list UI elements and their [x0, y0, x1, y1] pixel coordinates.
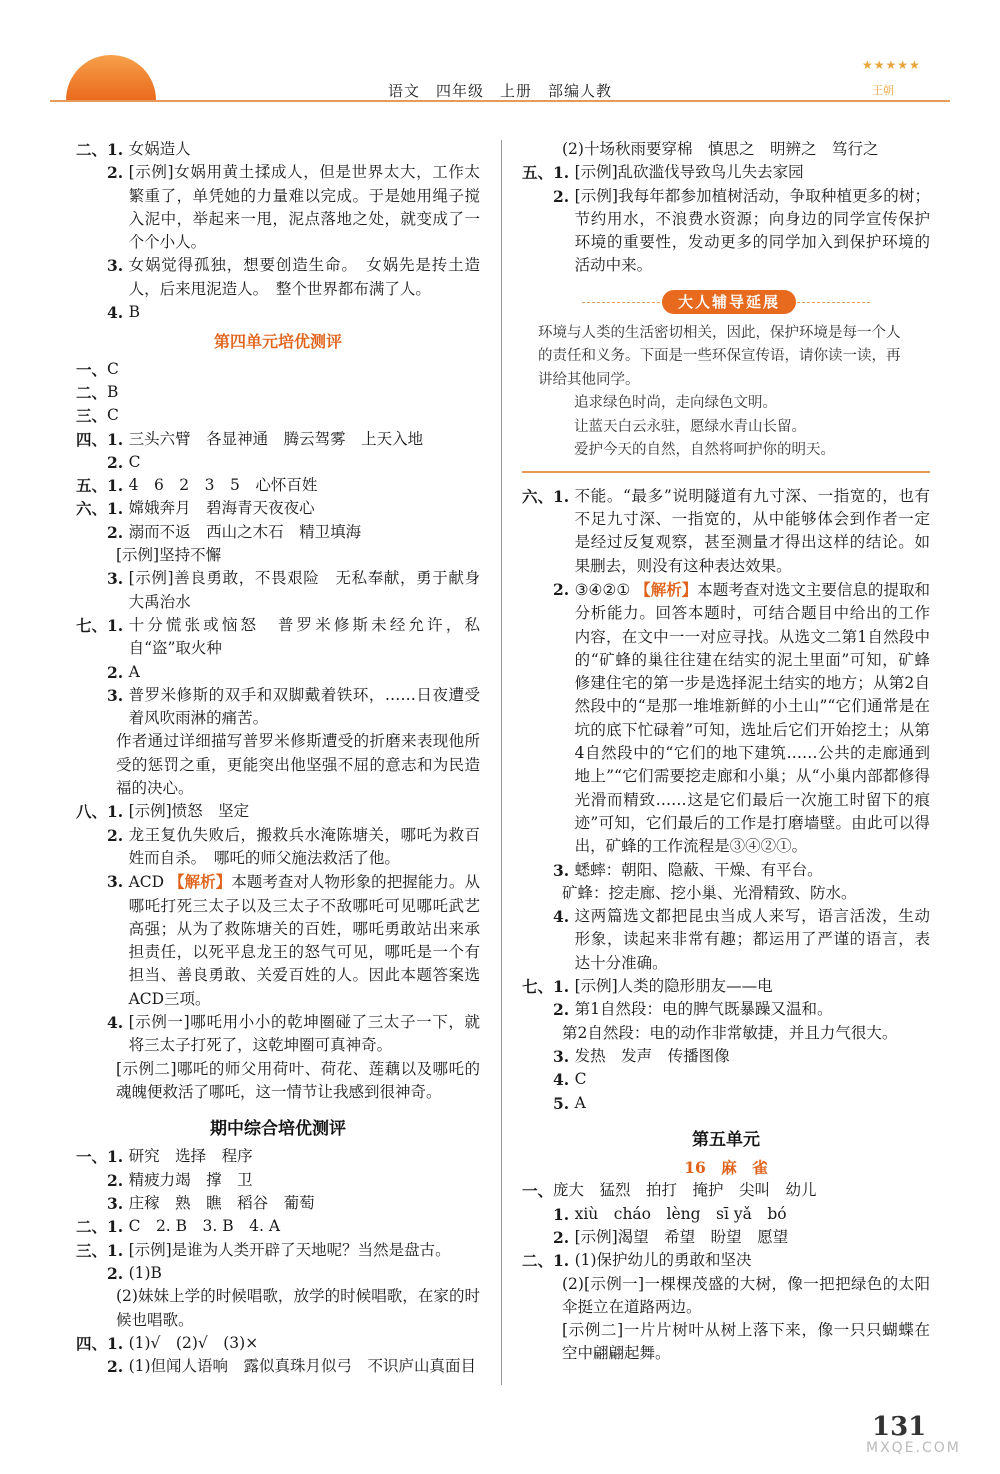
answer-row [76, 161, 480, 254]
answer-body: [示例]是谁为人类开辟了天地呢？当然是盘古。 [128, 1240, 451, 1259]
answer-body: 这两篇选文都把昆虫当成人来写，语言活泼，生动形象，读起来非常有趣；都运用了严谨的语言，表达十分准确。 [574, 907, 930, 972]
answer-row [522, 485, 930, 578]
answer-body: 4 6 2 3 5 心怀百姓 [128, 476, 318, 495]
answer-row [522, 998, 930, 1021]
question-number: 七、1. [76, 615, 129, 635]
answer-row [522, 1068, 930, 1091]
question-number: 3. [522, 1046, 575, 1066]
question-number: 2. [522, 1227, 575, 1247]
answer-row [522, 578, 930, 859]
answer-row [76, 497, 480, 520]
answer-row [76, 1145, 480, 1168]
answer-text [129, 1262, 480, 1285]
answer-text [107, 358, 480, 381]
answer-text [129, 451, 480, 474]
answer-text [575, 975, 930, 998]
answer-key: ACD [128, 873, 170, 892]
question-number: 2. [522, 1000, 575, 1020]
answer-row [522, 1203, 930, 1226]
page-header [0, 0, 1000, 110]
question-number: 2. [522, 579, 575, 599]
answer-text [575, 1092, 930, 1115]
answer-row [76, 1355, 480, 1378]
answer-body: 十分慌张或恼怒 普罗米修斯未经允许，私自“盗”取火种 [128, 615, 480, 658]
answer-text [129, 497, 480, 520]
question-number: 二、 [76, 382, 108, 402]
box-body [522, 318, 930, 473]
answer-row [76, 800, 480, 823]
answer-continuation: 矿蜂：挖走廊、挖小巢、光滑精致、防水。 [562, 883, 857, 902]
answer-text [129, 1192, 480, 1215]
answer-body: [示例]人类的隐形朋友——电 [574, 977, 773, 996]
answer-body: 庄稼 熟 瞧 稻谷 葡萄 [128, 1194, 315, 1213]
answer-text [129, 474, 480, 497]
question-number: 2. [76, 522, 129, 542]
question-number: 八、1. [76, 802, 129, 822]
answer-body: 溺而不返 西山之木石 精卫填海 [128, 522, 362, 541]
analysis-tag: 【解析】 [169, 872, 232, 892]
question-number: 二、1. [522, 1251, 575, 1271]
answer-text [129, 684, 480, 731]
answer-text [575, 905, 930, 975]
answer-body: 嫦娥奔月 碧海青天夜夜心 [128, 499, 315, 518]
answer-text [575, 161, 930, 184]
answer-text [129, 1332, 480, 1355]
answer-body: [示例]渴望 希望 盼望 愿望 [574, 1227, 789, 1246]
answer-body: C [128, 452, 141, 471]
box-title: 大人辅导延展 [662, 290, 796, 314]
answer-row [76, 1169, 480, 1192]
answer-row [522, 1045, 930, 1068]
question-number: 五、1. [522, 163, 575, 183]
answer-body: C [107, 406, 119, 425]
answer-text [129, 661, 480, 684]
answer-row [522, 1249, 930, 1272]
answer-text [129, 254, 480, 301]
answer-text [129, 521, 480, 544]
question-number: 4. [76, 1012, 129, 1032]
right-column-top [522, 138, 930, 278]
answer-body: [示例一]哪吒用小小的乾坤圈碰了三太子一下，就将三太子打死了，这乾坤圈可真神奇。 [128, 1012, 480, 1055]
question-number: 2. [76, 163, 129, 183]
question-number: 七、1. [522, 977, 575, 997]
left-column [76, 138, 496, 1378]
answer-continuation: (2)妹妹上学的时候唱歌，放学的时候唱歌，在家的时候也唱歌。 [116, 1287, 480, 1329]
answer-text [129, 1145, 480, 1168]
brand-badge: 王朝 [872, 84, 894, 97]
parent-tutoring-box [522, 288, 930, 473]
answer-body: 不能。“最多”说明隧道有九寸深、一指宽的，也有不足九寸深、一指宽的，从中能够体会到作者一定是经过反复观察，甚至测量才得出这样的结论。如果删去，则没有这种表达效果。 [574, 486, 930, 575]
column-divider [501, 140, 502, 1385]
question-number: 4. [76, 303, 129, 323]
answer-continuation: (2)[示例一]一棵棵茂盛的大树，像一把把绿色的太阳伞挺立在道路两边。 [562, 1274, 930, 1316]
answer-row [76, 451, 480, 474]
answer-row [76, 1192, 480, 1215]
answer-row [522, 905, 930, 975]
answer-body: (1)但闻人语响 露似真珠月似弓 不识庐山真面目 [128, 1357, 477, 1376]
answer-text [129, 1215, 480, 1238]
answer-body: 三头六臂 各显神通 腾云驾雾 上天入地 [128, 429, 424, 448]
answer-row [76, 521, 480, 544]
section-title: 第四单元培优测评 [213, 332, 342, 352]
answer-row [76, 1011, 480, 1058]
answer-row [76, 301, 480, 324]
answer-row [522, 859, 930, 882]
answer-text [129, 161, 480, 254]
answer-row [522, 185, 930, 278]
answer-body: (1)B [128, 1263, 162, 1282]
question-number: 2. [76, 1357, 129, 1377]
answer-body: (1)保护幼儿的勇敢和坚决 [574, 1251, 752, 1270]
answer-row [522, 1179, 930, 1202]
question-number: 三、 [76, 406, 108, 426]
box-intro: 环境与人类的生活密切相关，因此，保护环境是每一个人的责任和义务。下面是一些环保宣传语，请你读一读，再讲给其他同学。 [538, 324, 901, 388]
answer-continuation: 作者通过详细描写普罗米修斯遭受的折磨来表现他所受的惩罚之重，更能突出他坚强不屈的意志和为民造福的决心。 [116, 732, 480, 798]
answer-body: A [574, 1093, 586, 1112]
answer-body: 精疲力竭 撑 卫 [128, 1170, 253, 1189]
answer-text [129, 1011, 480, 1058]
answer-row [76, 567, 496, 614]
answer-continuation: [示例二]哪吒的师父用荷叶、荷花、莲藕以及哪吒的魂魄便救活了哪吒，这一情节让我感到很神奇。 [116, 1059, 480, 1101]
question-number: 一、1. [76, 1147, 129, 1167]
answer-row [76, 1215, 480, 1238]
answer-text [575, 1203, 930, 1226]
answer-text [129, 138, 480, 161]
answer-text [575, 1045, 930, 1068]
question-number: 3. [522, 860, 575, 880]
answer-body: 本题考查对人物形象的把握能力。从哪吒打死三太子以及三太子不敌哪吒可见哪吒武艺高强；从为了救陈塘关的百姓，哪吒勇敢站出来承担责任，以死平息龙王的怒气可见，哪吒是一个有担当、善良勇敢、关爱百姓的人。因此本题答案选ACD三项。 [128, 873, 480, 1008]
answer-text [129, 428, 480, 451]
answer-row [76, 358, 480, 381]
answer-continuation: (2)十场秋雨要穿棉 慎思之 明辨之 笃行之 [562, 140, 879, 158]
answer-body: 龙王复仇失败后，搬救兵水淹陈塘关，哪吒为救百姓而自杀。 哪吒的师父施法救活了他。 [128, 825, 480, 867]
answer-body: B [128, 303, 140, 322]
question-number: 一、 [522, 1181, 554, 1201]
answer-row [76, 824, 480, 871]
answer-key: ③④②① [574, 580, 636, 599]
question-number: 3. [76, 685, 129, 705]
answer-text [575, 998, 930, 1021]
answer-row [76, 1332, 480, 1355]
answer-body: xiù cháo lèng sī yǎ bó [574, 1204, 787, 1223]
answer-body: 发热 发声 传播图像 [574, 1046, 730, 1065]
answer-text [575, 578, 930, 859]
answer-row [76, 404, 480, 427]
answer-row [76, 870, 480, 1011]
question-number: 六、1. [76, 499, 129, 519]
question-number: 五、1. [76, 476, 129, 496]
section-title: 16 麻 雀 [684, 1158, 768, 1178]
question-number: 4. [522, 907, 575, 927]
answer-body: C 2. B 3. B 4. A [128, 1217, 281, 1236]
answer-row [76, 428, 480, 451]
answer-body: 普罗米修斯的双手和双脚戴着铁环，……日夜遭受着风吹雨淋的痛苦。 [128, 685, 480, 728]
question-number: 2. [76, 662, 129, 682]
question-number: 2. [76, 1170, 129, 1190]
answer-row [76, 1239, 480, 1262]
page-number: 131 [872, 1412, 927, 1442]
answer-text [553, 1179, 930, 1202]
answer-text [107, 404, 480, 427]
answer-row [76, 474, 480, 497]
question-number: 四、1. [76, 1333, 129, 1353]
answer-body: 女娲觉得孤独，想要创造生命。 女娲先是抟土造人，后来甩泥造人。 整个世界都布满了人。 [128, 256, 480, 298]
answer-row [522, 1092, 930, 1115]
star-rating-icon: ★★★★★ [862, 58, 921, 72]
question-number: 4. [522, 1070, 575, 1090]
answer-text [575, 1226, 930, 1249]
answer-text [129, 800, 480, 823]
question-number: 3. [76, 256, 129, 276]
answer-continuation: [示例]坚持不懈 [116, 546, 222, 565]
answer-text [129, 301, 480, 324]
answer-body: C [107, 359, 119, 378]
answer-text [129, 1355, 480, 1378]
answer-continuation: 第2自然段：电的动作非常敏捷，并且力气很大。 [562, 1023, 898, 1042]
answer-body: C [574, 1070, 587, 1089]
right-column [522, 138, 930, 1366]
answer-row [76, 254, 480, 301]
answer-body: 女娲造人 [128, 140, 191, 158]
question-number: 3. [76, 1194, 129, 1214]
answer-text [129, 1239, 480, 1262]
answer-text [575, 1249, 930, 1272]
answer-row [76, 684, 480, 731]
box-header [522, 288, 930, 318]
answer-body: [示例]女娲用黄土揉成人，但是世界太大，工作太繁重了，单凭她的力量难以完成。于是她用绳子搅入泥中，举起来一甩，泥点落地之处，就变成了一个个小人。 [128, 163, 480, 252]
answer-row [76, 661, 480, 684]
answer-body: [示例]善良勇敢，不畏艰险 无私奉献，勇于献身 大禹治水 [128, 569, 496, 611]
question-number: 1. [522, 1204, 575, 1224]
question-number: 2. [76, 452, 129, 472]
header-title: 语文 四年级 上册 部编人教 [387, 82, 612, 100]
question-number: 5. [522, 1093, 575, 1113]
answer-row [76, 614, 480, 661]
question-number: 2. [76, 1263, 129, 1283]
answer-text [575, 1068, 930, 1091]
answer-text [107, 381, 480, 404]
question-number: 二、1. [76, 140, 129, 159]
answer-text [128, 567, 496, 614]
answer-body: [示例]我每年都参加植树活动，争取种植更多的树；节约用水，不浪费水资源；向身边的同学宣传保护环境的重要性，发动更多的同学加入到保护环境的活动中来。 [574, 186, 930, 275]
answer-text [129, 824, 480, 871]
question-number: 3. [76, 569, 129, 589]
watermark: MXQE.COM [866, 1440, 961, 1456]
answer-row [76, 1262, 480, 1285]
answer-body: 庞大 猛烈 拍打 掩护 尖叫 幼儿 [553, 1181, 817, 1200]
answer-text [575, 485, 930, 578]
answer-text [129, 614, 480, 661]
section-title: 第五单元 [692, 1129, 760, 1150]
answer-row [522, 161, 930, 184]
answer-text [575, 185, 930, 278]
answer-row [522, 1226, 930, 1249]
answer-text [575, 859, 930, 882]
answer-body: B [107, 382, 119, 401]
question-number: 2. [76, 825, 129, 845]
answer-continuation: [示例二]一片片树叶从树上落下来，像一只只蝴蝶在空中翩翩起舞。 [562, 1321, 930, 1363]
answer-body: 第1自然段：电的脾气既暴躁又温和。 [574, 1000, 833, 1019]
answer-body: (1)√ (2)√ (3)× [128, 1333, 259, 1352]
answer-body: 本题考查对选文主要信息的提取和分析能力。回答本题时，可结合题目中给出的工作内容，在文中一一对应寻找。从选文二第1自然段中的“矿蜂的巢往往建在结实的泥土里面”可知，矿蜂修建住宅的第一步是选择泥土结实的地方；从第2自然段中的“是那一堆堆新鲜的小土山”“它们通常是在坑的底下忙碌着”可知，选址后它们开始挖土；从第4自然段中的“它们的地下建筑……公共的走廊通到地上”“它们需要挖走廊和小巢；从“小巢内部都修得光滑而精致……这是它们最后一次施工时留下的痕迹”可知，它们最后的工作是打磨墙壁。由此可以得出，矿蜂的工作流程是③④②①。 [574, 580, 930, 856]
question-number: 四、1. [76, 429, 129, 449]
answer-row [76, 381, 480, 404]
answer-body: [示例]愤怒 坚定 [128, 802, 250, 821]
question-number: 二、1. [76, 1217, 129, 1237]
section-title: 期中综合培优测评 [210, 1119, 346, 1140]
box-line-1: 追求绿色时尚，走向绿色文明。 [574, 395, 777, 412]
answer-row [522, 975, 930, 998]
answer-row [76, 138, 480, 161]
question-number: 三、1. [76, 1240, 129, 1260]
question-number: 六、1. [522, 486, 575, 506]
answer-body: A [128, 662, 140, 681]
answer-body: 蟋蟀：朝阳、隐蔽、干燥、有平台。 [574, 860, 823, 879]
answer-text [129, 1169, 480, 1192]
answer-body: 研究 选择 程序 [128, 1147, 253, 1166]
box-line-2: 让蓝天白云永驻，愿绿水青山长留。 [574, 418, 806, 435]
question-number: 2. [522, 186, 575, 206]
analysis-tag: 【解析】 [635, 579, 698, 599]
answer-body: [示例]乱砍滥伐导致鸟儿失去家园 [574, 163, 804, 182]
answer-text [129, 870, 480, 1011]
question-number: 一、 [76, 359, 108, 379]
question-number: 3. [76, 872, 129, 892]
box-line-3: 爱护今天的自然，自然将呵护你的明天。 [574, 442, 835, 459]
right-column-bottom [522, 485, 930, 1366]
